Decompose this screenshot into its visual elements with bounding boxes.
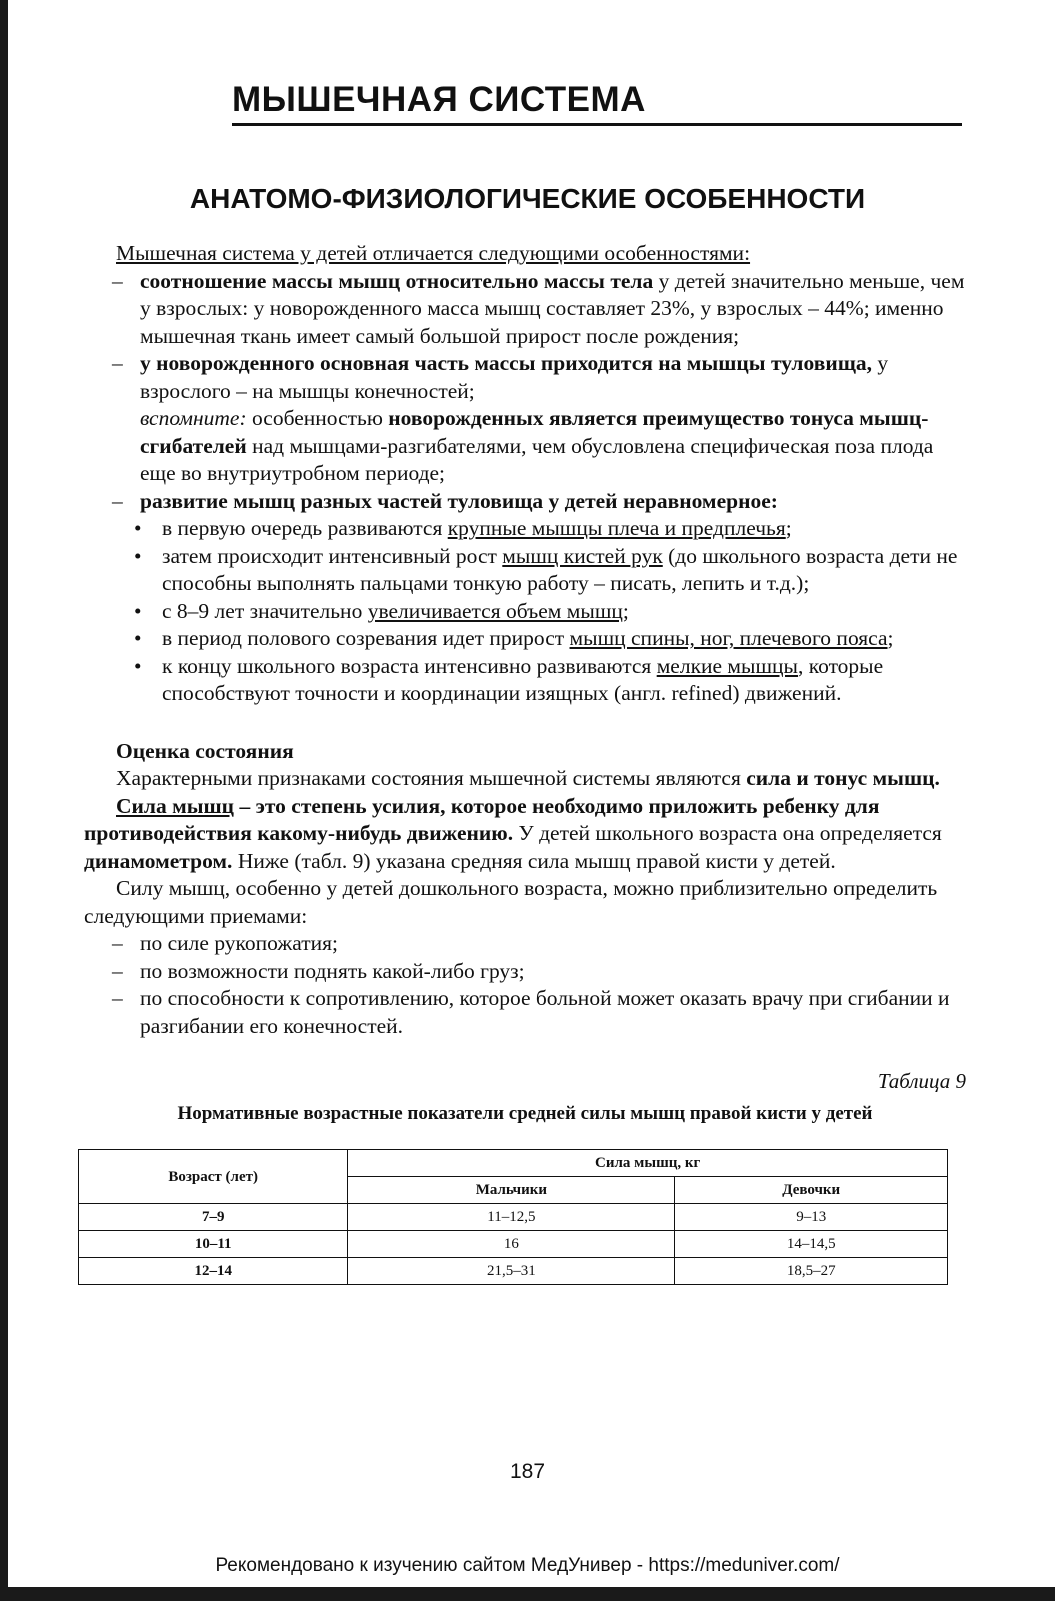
table-row [79, 1231, 948, 1258]
assessment-p2-text2: Ниже (табл. 9) указана средняя сила мышц правой кисти у детей. [232, 848, 836, 873]
table-number: Таблица 9 [877, 1069, 966, 1093]
table-row [79, 1258, 948, 1285]
bullet-marker: • [134, 516, 142, 540]
bullet-text: с 8–9 лет значительно [162, 598, 368, 623]
method-text: по силе рукопожатия; [140, 931, 338, 955]
method-text: по возможности поднять какой-либо груз; [140, 958, 525, 983]
header-strength: Сила мышц, кг [348, 1150, 948, 1177]
item1-text: у детей значительно меньше, чем у взрослых: у новорожденного масса мышц составляет 23%, у взрослых – 44%; именно мышечная ткань имеет самый большой прирост после рождения; [140, 268, 965, 348]
assessment-paragraph-2 [84, 793, 966, 876]
remember-note [84, 405, 966, 488]
dash-marker: – [112, 488, 123, 513]
bullet-text-end: ; [887, 626, 894, 650]
bullet-text-end: , которые способствуют точности и координации изящных (англ. refined) движений. [162, 653, 884, 705]
remember-bold: новорожденных является преимущество тонуса мышц-сгибателей [140, 406, 929, 458]
header-girls: Девочки [675, 1177, 948, 1204]
dash-marker: – [112, 351, 123, 375]
bullet-marker: • [134, 653, 142, 678]
cell-boys: 11–12,5 [348, 1204, 675, 1231]
strength-table [78, 1149, 948, 1285]
assessment-p2-text1: У детей школьного возраста она определяется [513, 821, 942, 845]
bullet-item [84, 515, 966, 543]
bullet-item [84, 543, 966, 598]
dash-marker: – [112, 986, 123, 1010]
muscle-strength-definition: – это степень усилия, которое необходимо приложить ребенку для противодействия какому-нибудь движению. [84, 793, 880, 845]
bullet-text-end: ; [622, 598, 629, 623]
item2-text: у взрослого – на мышцы конечностей; [140, 351, 889, 403]
header-boys: Мальчики [348, 1177, 675, 1204]
table-header-row [79, 1150, 948, 1177]
method-text: по способности к сопротивлению, которое больной может оказать врачу при сгибании и разгибании его конечностей. [140, 986, 950, 1038]
dynamometer-term: динамометром. [84, 848, 233, 873]
section-title: АНАТОМО-ФИЗИОЛОГИЧЕСКИЕ ОСОБЕННОСТИ [189, 183, 866, 214]
bullet-text-end: ; [785, 516, 792, 540]
bullet-text-end: (до школьного возраста дети не способны выполнять пальцами тонкую работу – писать, лепить и т.д.); [162, 543, 958, 595]
body-text [84, 240, 966, 1285]
bullet-item [84, 598, 966, 626]
bullet-item [84, 625, 966, 653]
bullet-underlined: мышц спины, ног, плечевого пояса [569, 626, 888, 650]
footer-recommendation: Рекомендовано к изучению сайтом МедУнивер - https://meduniver.com/ [215, 1555, 840, 1576]
chapter-title-rule [232, 123, 962, 126]
cell-boys: 21,5–31 [348, 1258, 675, 1285]
cell-boys: 16 [348, 1231, 675, 1258]
feature-item-trunk-muscles [84, 350, 966, 405]
intro-paragraph [84, 240, 966, 268]
cell-girls: 18,5–27 [675, 1258, 948, 1285]
bullet-text: в первую очередь развиваются [162, 516, 448, 540]
item1-bold: соотношение массы мышц относительно массы тела [140, 268, 654, 293]
scan-bottom-edge [0, 1587, 1055, 1601]
table-title: Нормативные возрастные показатели средней силы мышц правой кисти у детей [177, 1102, 873, 1124]
bullet-item [84, 653, 966, 708]
cell-age: 12–14 [79, 1258, 348, 1285]
header-age: Возраст (лет) [79, 1150, 348, 1204]
remember-text1: особенностью [246, 406, 389, 430]
assessment-p1-text: Характерными признаками состояния мышечной системы являются [116, 766, 747, 790]
assessment-paragraph-1 [84, 765, 966, 793]
bullet-underlined: мышц кистей рук [502, 543, 663, 568]
remember-label: вспомните: [140, 406, 247, 430]
bullet-text: к концу школьного возраста интенсивно развиваются [162, 653, 657, 678]
page-number: 187 [509, 1460, 546, 1483]
item2-bold: у новорожденного основная часть массы приходится на мышцы туловища, [140, 351, 872, 375]
dash-marker: – [112, 268, 123, 293]
dash-marker: – [112, 958, 123, 983]
cell-age: 10–11 [79, 1231, 348, 1258]
intro-text: Мышечная система у детей отличается следующими особенностями: [116, 241, 751, 265]
assessment-p1-bold: сила и тонус мышц. [746, 766, 940, 790]
bullet-marker: • [134, 543, 142, 568]
table-row [79, 1204, 948, 1231]
bullet-text: затем происходит интенсивный рост [162, 543, 503, 568]
cell-girls: 9–13 [675, 1204, 948, 1231]
bullet-underlined: увеличивается объем мышц [367, 598, 623, 623]
assessment-heading: Оценка состояния [116, 738, 294, 763]
feature-item-mass-ratio [84, 268, 966, 351]
item3-bold: развитие мышц разных частей туловища у детей неравномерное: [140, 488, 778, 513]
feature-item-uneven-development [84, 488, 966, 516]
dash-marker: – [112, 931, 123, 955]
method-item [84, 930, 966, 958]
bullet-text: в период полового созревания идет прирост [162, 626, 570, 650]
assessment-paragraph-3: Силу мышц, особенно у детей дошкольного возраста, можно приблизительно определить следующими приемами: [84, 876, 938, 928]
method-item [84, 985, 966, 1040]
muscle-strength-term: Сила мышц [116, 793, 235, 818]
method-item [84, 958, 966, 986]
remember-text2: над мышцами-разгибателями, чем обусловлена специфическая поза плода еще во внутриутробном периоде; [140, 433, 934, 485]
bullet-underlined: мелкие мышцы [656, 653, 798, 678]
bullet-underlined: крупные мышцы плеча и предплечья [447, 516, 786, 540]
chapter-title: МЫШЕЧНАЯ СИСТЕМА [232, 80, 646, 119]
cell-age: 7–9 [79, 1204, 348, 1231]
binding-edge [0, 0, 8, 1601]
cell-girls: 14–14,5 [675, 1231, 948, 1258]
bullet-marker: • [134, 598, 142, 623]
bullet-marker: • [134, 626, 142, 650]
